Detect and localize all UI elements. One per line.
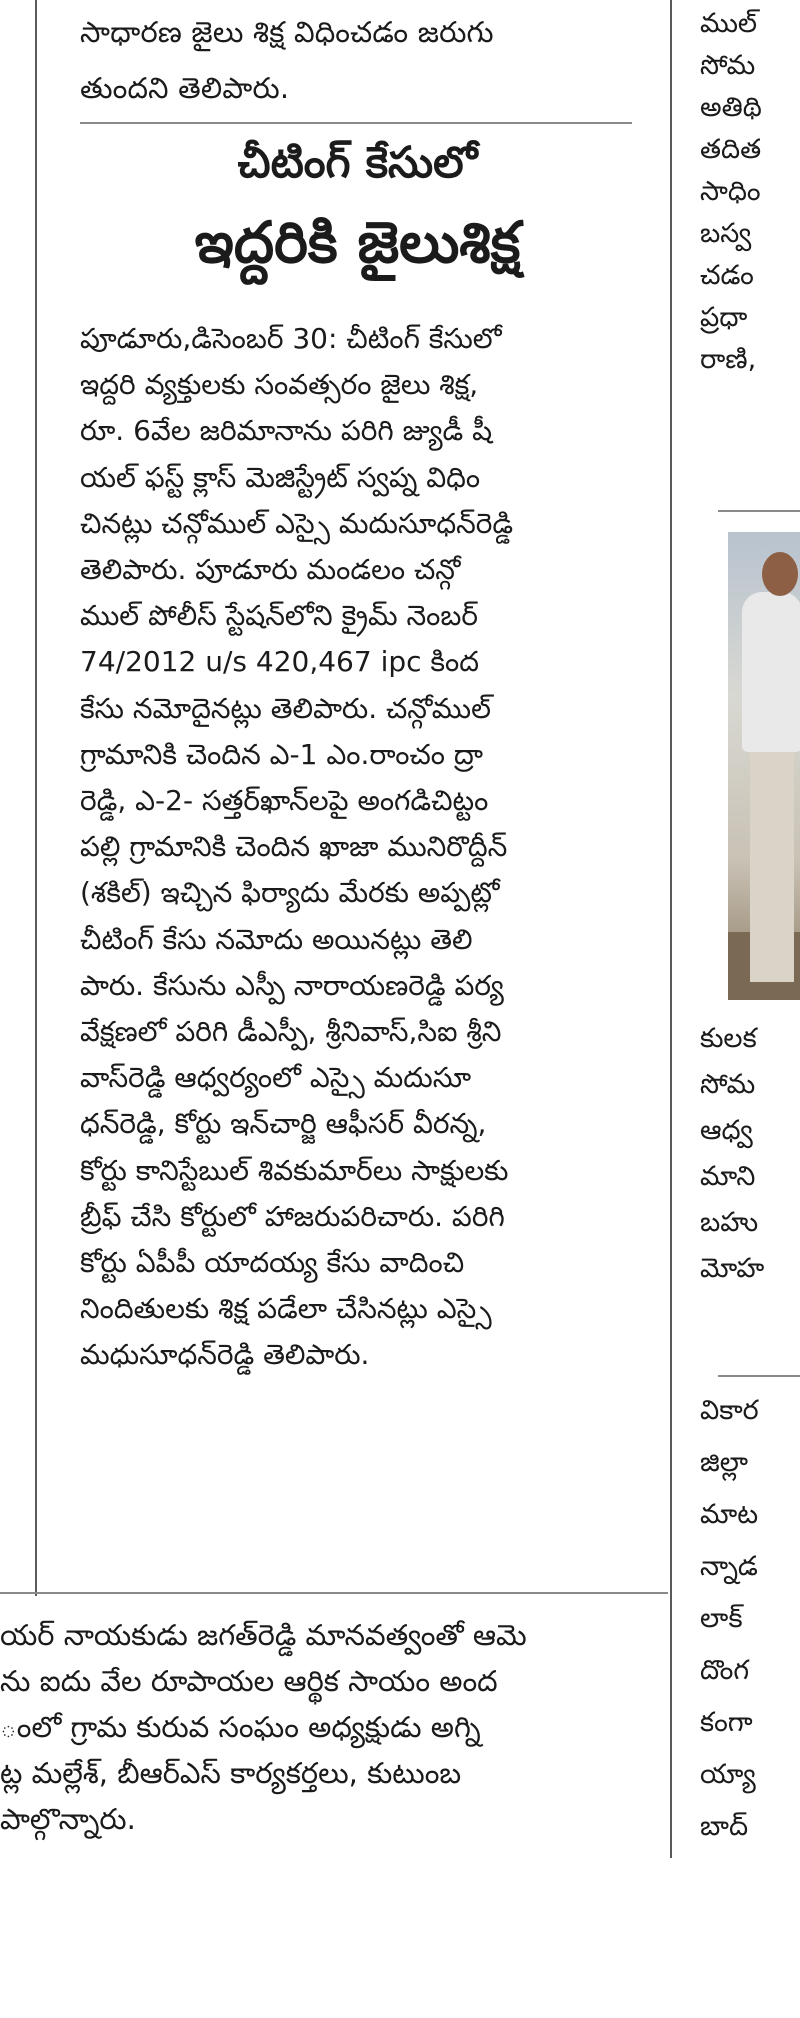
right-column-fragment: అతిథి [700, 92, 762, 123]
man-standing-photo [728, 532, 800, 1000]
section-divider [80, 122, 632, 124]
body-line: గ్రామానికి చెందిన ఎ-1 ఎం.రాంచం ద్రా [80, 737, 483, 771]
right-column-fragment: బాద్ [700, 1811, 749, 1842]
right-column-fragment: వికార [700, 1395, 759, 1426]
right-column-fragment: మాని [700, 1161, 756, 1192]
body-line: చినట్లు చన్గోముల్ ఎస్సై మదుసూధన్‌రెడ్డి [80, 506, 514, 540]
right-column-fragment: న్నాడ [700, 1551, 758, 1582]
body-line: కోర్టు ఏపీపీ యాదయ్య కేసు వాదించి [80, 1246, 465, 1279]
bottom-story-line: పాల్గొన్నారు. [0, 1802, 136, 1836]
body-line: కోర్టు కానిస్టేబుల్ శివకుమార్‌లు సాక్షులకు [80, 1153, 509, 1187]
body-line: రూ. 6వేల జరిమానాను పరిగి జ్యుడీ షీ [80, 414, 493, 448]
body-line: పల్లి గ్రామానికి చెందిన ఖాజా మునిరొద్దీన్ [80, 830, 508, 864]
bottom-story-line: యర్ నాయకుడు జగత్‌రెడ్డి మానవత్వంతో ఆమె [0, 1618, 527, 1652]
body-line: రెడ్డి, ఎ-2- సత్తర్‌ఖాన్‌లపై అంగడిచిట్టం [80, 784, 489, 817]
right-column-fragment: బస్వ [700, 218, 752, 249]
right-column-fragment: లాక్ [700, 1603, 743, 1634]
body-line: ధన్‌రెడ్డి, కోర్టు ఇన్‌చార్జి ఆఫీసర్ వీరన్న, [80, 1107, 487, 1141]
right-column-fragment: రాణి, [700, 344, 757, 375]
right-column-fragment: సోమ [700, 1069, 756, 1100]
headline-line-1: చీటింగ్ కేసులో [237, 138, 478, 188]
right-divider-bottom [718, 1375, 800, 1377]
body-line: 74/2012 u/s 420,467 ipc కింద [80, 645, 480, 679]
right-column-fragment: ఆధ్వ [700, 1115, 753, 1146]
intro-line: సాధారణ జైలు శిక్ష విధించడం జరుగు [80, 15, 494, 49]
body-line: పూడూరు,డిసెంబర్ 30: చీటింగ్ కేసులో [80, 322, 502, 355]
intro-line: తుందని తెలిపారు. [80, 71, 290, 105]
right-column-fragment: మాట [700, 1499, 759, 1530]
body-line: చీటింగ్ కేసు నమోదు అయినట్లు తెలి [80, 922, 473, 956]
body-line: తెలిపారు. పూడూరు మండలం చన్గో [80, 553, 461, 586]
right-column-fragment: ప్రధా [700, 302, 748, 333]
right-column-fragment: య్యా [700, 1759, 756, 1790]
bottom-story-line: ను ఐదు వేల రూపాయల ఆర్థిక సాయం అంద [0, 1664, 498, 1698]
headline-line-2: ఇద్దరికి జైలుశిక్ష [194, 210, 521, 276]
body-line: ఇద్దరి వ్యక్తులకు సంవత్సరం జైలు శిక్ష, [80, 368, 479, 402]
right-column-fragment: తదిత [700, 134, 762, 165]
body-line: కేసు నమోదైనట్లు తెలిపారు. చన్గోముల్ [80, 691, 491, 725]
right-column-fragment: మోహ [700, 1253, 765, 1284]
body-line: (శకిల్) ఇచ్చిన ఫిర్యాదు మేరకు అప్పట్లో [80, 876, 500, 910]
bottom-story-line: ట్ల మల్లేశ్, బీఆర్ఎస్ కార్యకర్తలు, కుటుంబ [0, 1756, 462, 1790]
right-column-fragment: బహు [700, 1207, 759, 1238]
right-column-fragment: జిల్లా [700, 1447, 749, 1478]
right-divider-top [718, 510, 800, 512]
right-column-fragment: సాధిం [700, 176, 761, 207]
body-line: వాస్‌రెడ్డి ఆధ్వర్యంలో ఎస్సై మదుసూ [80, 1061, 472, 1095]
bottom-story-line: ంలో గ్రామ కురువ సంఘం అధ్యక్షుడు అగ్ని [0, 1710, 481, 1744]
right-column-fragment: దొంగ [700, 1655, 750, 1686]
right-column-fragment: ముల్ [700, 8, 758, 39]
right-column-fragment: కులక [700, 1023, 757, 1054]
body-line: వేక్షణలో పరిగి డీఎస్పీ, శ్రీనివాస్,సిఐ శ్రీని [80, 1015, 502, 1048]
body-line: నిందితులకు శిక్ష పడేలా చేసినట్లు ఎస్సై [80, 1292, 492, 1326]
column-divider-left [35, 0, 37, 1596]
bottom-section-divider [0, 1592, 668, 1594]
body-line: బ్రీఫ్ చేసి కోర్టులో హాజరుపరిచారు. పరిగి [80, 1199, 505, 1233]
right-column-fragment: సోమ [700, 50, 756, 81]
body-line: యల్ ఫస్ట్ క్లాస్ మెజిస్ట్రేట్ స్వప్న విధిం [80, 460, 481, 494]
body-line: ముల్ పోలీస్ స్టేషన్‌లోని క్రైమ్ నెంబర్ [80, 599, 478, 633]
body-line: పారు. కేసును ఎస్పీ నారాయణరెడ్డి పర్య [80, 968, 504, 1002]
body-line: మధుసూధన్‌రెడ్డి తెలిపారు. [80, 1338, 370, 1372]
right-column-fragment: చడం [700, 260, 754, 291]
column-divider-right [670, 0, 672, 1858]
right-column-fragment: కంగా [700, 1707, 753, 1738]
